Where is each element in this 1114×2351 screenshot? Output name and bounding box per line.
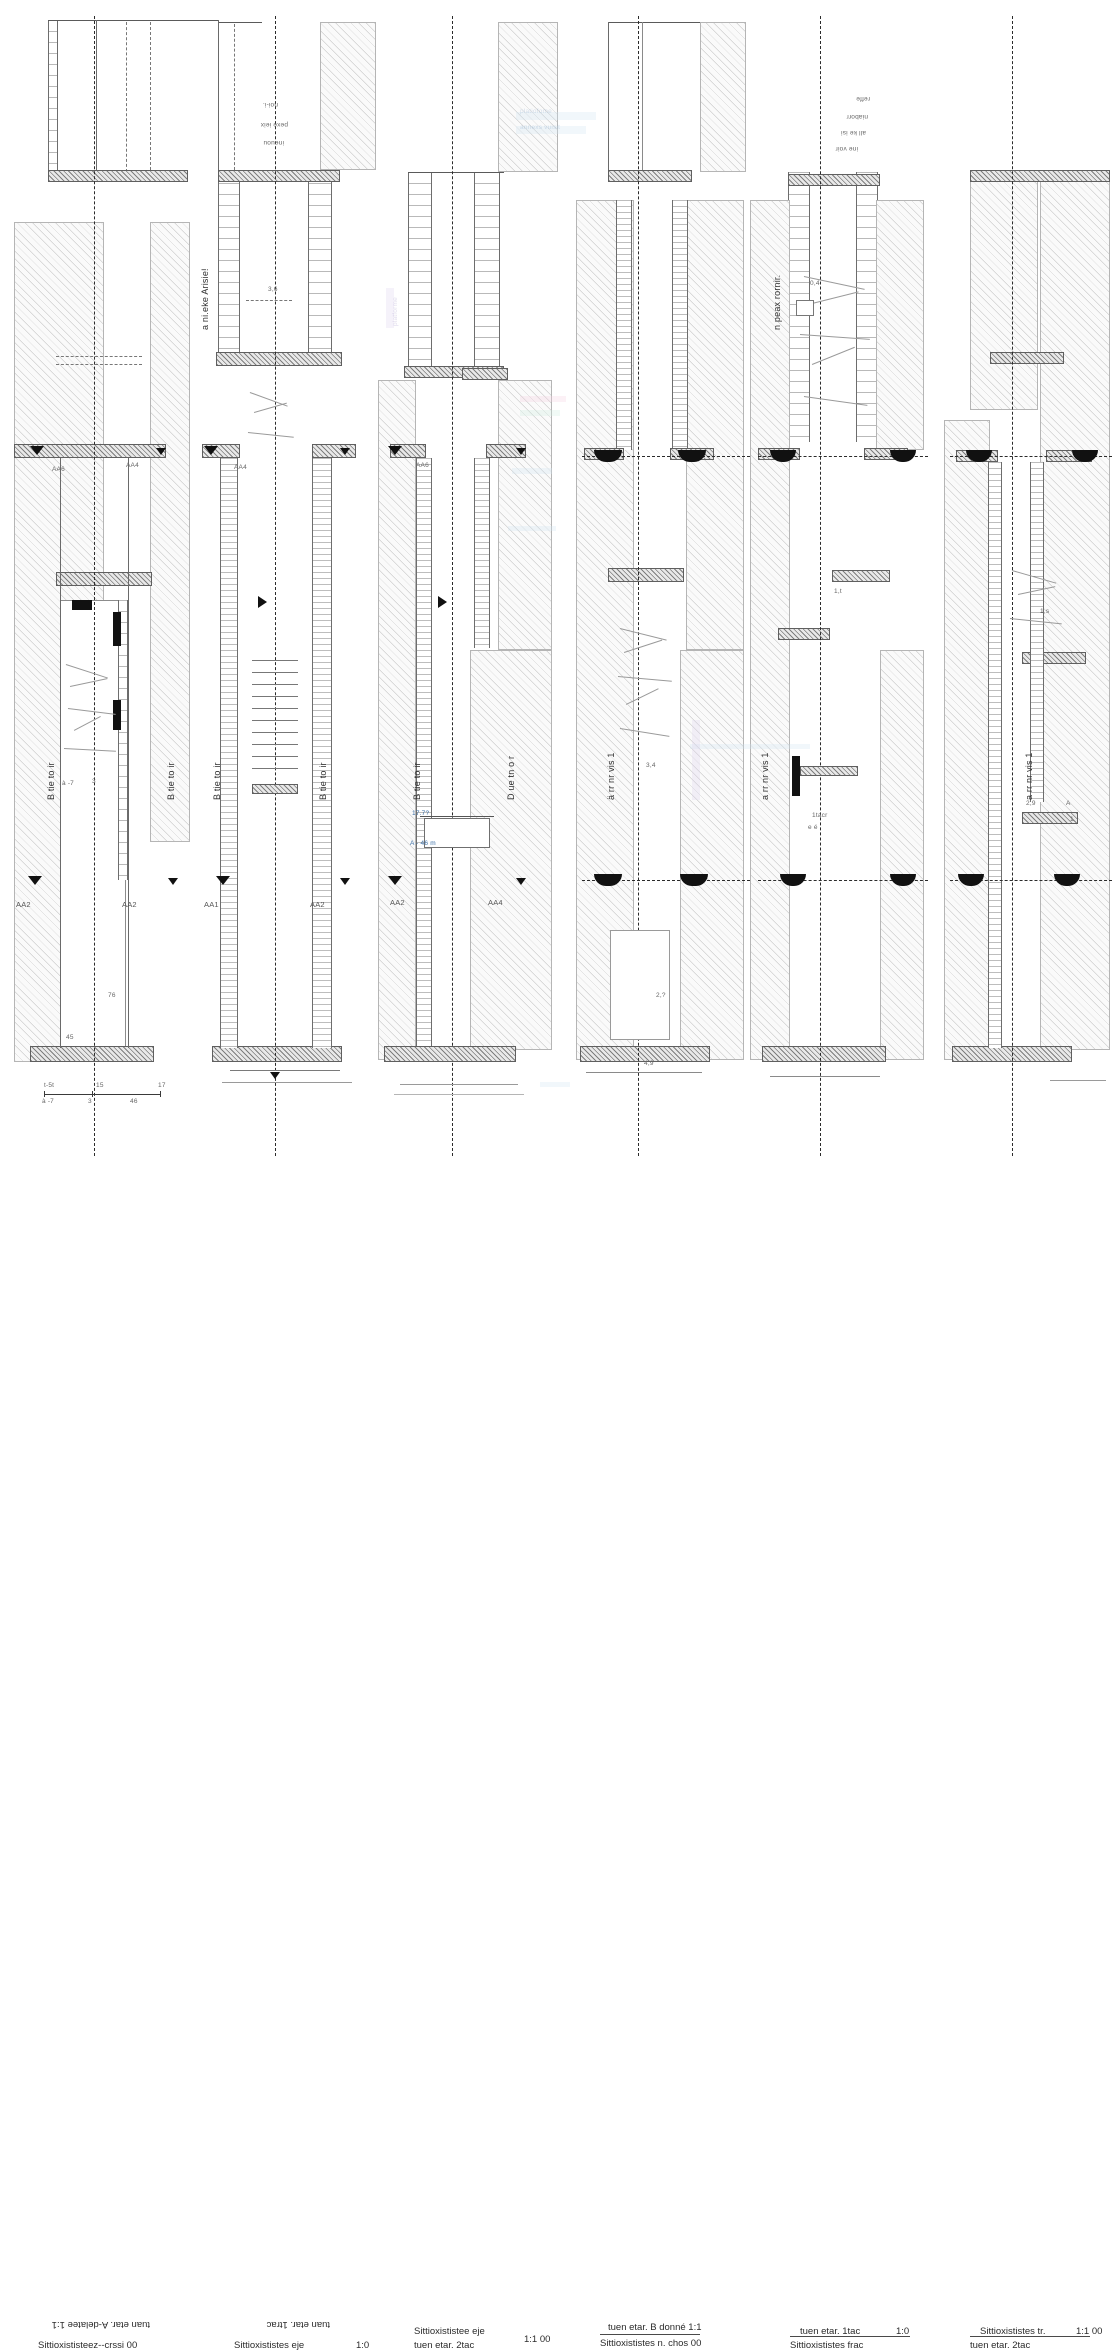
wall-line: [608, 22, 609, 172]
dimension-text: 76: [108, 992, 116, 999]
dimension-text: 45: [66, 1034, 74, 1041]
wall-line: [408, 172, 504, 173]
level-marker: [340, 448, 350, 455]
ghost-overlay: [520, 396, 566, 402]
floor-slab: [778, 628, 830, 640]
annotation: 0,4: [810, 280, 820, 287]
section-scale-2: 1:0: [356, 2340, 370, 2351]
stair-run: [252, 660, 300, 780]
earth-hatch: [378, 380, 416, 1060]
wall-coursing: [312, 458, 332, 1048]
wall-line: [60, 458, 61, 1048]
floor-slab: [990, 352, 1064, 364]
annotation: 17.7?: [412, 810, 430, 817]
wall-line: [608, 22, 704, 23]
section-mark: AA4: [488, 898, 503, 907]
footer-rule: [790, 2336, 910, 2337]
section-subtitle-3: tuen etar. 2tac: [414, 2340, 475, 2351]
wall-coursing: [308, 172, 332, 362]
earth-hatch: [498, 380, 552, 650]
section-title-2: tuan etar. 1trac: [266, 2319, 330, 2330]
note-label: a ni.eke Arisie!: [200, 268, 210, 330]
note-label: all ke isi: [840, 129, 866, 136]
floor-slab: [30, 1046, 154, 1062]
annotation: A - 46 m: [410, 840, 436, 847]
earth-hatch: [970, 170, 1038, 410]
section-subtitle-6: tuen etar. 2tac: [970, 2340, 1031, 2351]
annotation: 1,s: [1040, 608, 1050, 615]
dimension-text: t-5t: [44, 1082, 55, 1089]
level-marker: [156, 448, 166, 455]
centerline-axis: [820, 16, 821, 1156]
section-mark: AA4: [234, 464, 247, 471]
earth-hatch: [880, 650, 924, 1060]
room-label: ä rr nr vis 1: [606, 752, 616, 800]
note-label: niaborr: [846, 113, 868, 120]
section-panel-4: [560, 0, 740, 1200]
floor-slab: [218, 170, 340, 182]
earth-hatch: [498, 22, 561, 172]
section-subtitle-1: Sittioxististeez--crssi 00: [38, 2340, 138, 2351]
dashed-line: [234, 24, 235, 170]
wall-coursing: [220, 458, 238, 1048]
base-line: [770, 1076, 880, 1077]
dashed-line: [246, 300, 292, 301]
annotation: 3,4: [646, 762, 656, 769]
dimension-text: 15: [96, 1082, 104, 1089]
annotation: 4,9: [644, 1060, 654, 1067]
arrow-marker: [258, 596, 267, 608]
section-mark: AA2: [390, 898, 405, 907]
section-mark: AA4: [126, 462, 139, 469]
centerline-axis: [94, 16, 95, 1156]
earth-hatch: [680, 650, 744, 1060]
wall-coursing: [988, 462, 1002, 1048]
floor-slab: [608, 170, 692, 182]
section-title-5: tuen etar. 1tac: [800, 2326, 861, 2337]
ghost-overlay: [520, 410, 560, 416]
ghost-overlay: [692, 720, 700, 800]
floor-slab: [48, 170, 188, 182]
floor-slab: [762, 1046, 886, 1062]
dashed-line: [56, 356, 142, 357]
dimension-tick: [160, 1091, 161, 1097]
room-label: B tie to ir: [212, 762, 222, 800]
floor-slab: [608, 568, 684, 582]
base-line: [222, 1082, 352, 1083]
room-label: D ue tn o r: [506, 755, 516, 800]
level-marker: [890, 450, 916, 462]
dimension-text: à -7: [62, 780, 75, 787]
level-marker: [28, 876, 42, 885]
section-panel-6: [930, 0, 1114, 1200]
sheet-footer: [0, 1154, 1114, 2351]
floor-slab: [788, 174, 880, 186]
dimension-tick: [44, 1091, 45, 1097]
level-marker: [388, 876, 402, 885]
section-mark: AA2: [16, 900, 31, 909]
level-marker: [168, 878, 178, 885]
sketch-detail: [1008, 560, 1078, 640]
section-scale-5: 1:0: [896, 2326, 910, 2337]
section-panel-3: [370, 0, 560, 1200]
earth-hatch: [150, 222, 190, 842]
floor-slab: [216, 352, 342, 366]
wall-line: [218, 22, 219, 172]
annotation: 1: [1070, 816, 1074, 823]
note-label: ine voir: [835, 145, 858, 152]
section-subtitle-2: Sittioxististes eje: [234, 2340, 305, 2351]
stair-landing: [252, 784, 298, 794]
dimension-text: 17: [158, 1082, 166, 1089]
dimension-line: [44, 1094, 160, 1095]
dashed-line: [56, 364, 142, 365]
step: [800, 766, 858, 776]
ghost-overlay: [540, 1082, 570, 1087]
annotation: A: [1066, 800, 1071, 807]
level-marker: [204, 446, 218, 455]
ghost-text: platforme: [392, 297, 399, 326]
centerline-axis: [452, 16, 453, 1156]
ghost-overlay: [690, 744, 810, 749]
dimension-text: à -7: [42, 1098, 55, 1105]
ghost-text: annexs vuisit: [520, 124, 561, 131]
note-label: pexe ieix: [260, 121, 288, 128]
base-line: [1050, 1080, 1106, 1081]
sketch-detail: [618, 618, 680, 758]
detail-box: [796, 300, 814, 316]
floor-slab: [384, 1046, 516, 1062]
lintel: [420, 816, 494, 817]
sketch-detail: [64, 650, 124, 770]
room-label: B tie to ir: [412, 762, 422, 800]
section-panel-2: [190, 0, 370, 1200]
floor-slab: [970, 170, 1110, 182]
wall-coursing: [616, 200, 632, 450]
room-label: a rr nr vis 1: [1024, 752, 1034, 800]
sketch-detail: [246, 384, 306, 454]
footer-rule: [970, 2336, 1090, 2337]
section-title-6: Sittioxististes tr.: [980, 2326, 1046, 2337]
level-marker: [388, 446, 402, 455]
dimension-text: 3: [92, 778, 96, 785]
level-marker: [516, 448, 526, 455]
section-panel-1: [0, 0, 190, 1200]
note-label: e é: [808, 824, 818, 831]
room-void: [610, 930, 670, 1040]
annotation: 3,6: [268, 286, 278, 293]
earth-hatch: [944, 420, 990, 1060]
section-subtitle-5: Sittioxististes frac: [790, 2340, 864, 2351]
wall-coursing: [474, 458, 490, 648]
note-label: n peax rornir.: [772, 274, 782, 330]
ghost-text: platiofome: [520, 108, 552, 115]
wall-line: [96, 20, 97, 170]
earth-hatch: [470, 650, 552, 1050]
base-line: [400, 1084, 518, 1085]
section-scale-6: 1:1 00: [1076, 2326, 1103, 2337]
level-marker: [30, 446, 44, 455]
level-marker: [216, 876, 230, 885]
wall-coursing: [48, 20, 58, 170]
footer-rule: [600, 2334, 700, 2335]
earth-hatch: [686, 200, 744, 650]
wall-coursing: [672, 200, 688, 450]
wall-coursing: [408, 172, 432, 368]
base-line: [586, 1072, 702, 1073]
base-line: [230, 1070, 340, 1071]
dimension-text: 46: [130, 1098, 138, 1105]
centerline-axis: [275, 16, 276, 1156]
dashed-line: [126, 22, 127, 172]
lintel-nib: [72, 600, 92, 610]
sketch-detail: [798, 260, 888, 440]
section-mark: AA2: [122, 900, 137, 909]
level-marker: [340, 878, 350, 885]
section-title-4: tuen etar. B donné 1:1: [608, 2322, 702, 2333]
section-mark: AA6: [416, 462, 429, 469]
section-subtitle-4: Sittioxististes n. chos 00: [600, 2338, 702, 2349]
annotation: 2,?: [656, 992, 666, 999]
floor-slab: [462, 368, 508, 380]
level-marker: [270, 1072, 280, 1079]
note-label: reffe: [856, 95, 870, 102]
wall-coursing: [474, 172, 500, 368]
note-label: noi-i.: [262, 101, 278, 108]
wall-line: [642, 22, 643, 172]
note-label: 1tacr: [812, 812, 828, 819]
section-title-1: tuan etar. A-delatee 1:1: [51, 2319, 150, 2330]
section-mark: AA1: [204, 900, 219, 909]
ghost-overlay: [508, 526, 556, 531]
wall-line: [218, 22, 262, 23]
dimension-text: 3: [88, 1098, 92, 1105]
jamb-nib: [792, 756, 800, 796]
wall-coursing: [416, 458, 432, 1048]
earth-hatch: [320, 22, 376, 170]
base-line: [394, 1094, 524, 1095]
room-label: a rr nr vis 1: [760, 752, 770, 800]
floor-slab: [212, 1046, 342, 1062]
ghost-overlay: [512, 468, 552, 474]
section-scale-3: 1:1 00: [524, 2334, 551, 2345]
note-label: ineuou: [263, 139, 284, 146]
annotation: 2,9: [1026, 800, 1036, 807]
jamb-nib: [113, 612, 121, 646]
room-label: B tie to ir: [318, 762, 328, 800]
arrow-marker: [438, 596, 447, 608]
section-mark: AA6: [52, 466, 65, 473]
wall-coursing: [218, 172, 240, 362]
dashed-line: [150, 22, 151, 170]
room-label: B tie to ir: [166, 762, 176, 800]
wall-line: [128, 458, 129, 1048]
floor-slab: [832, 570, 890, 582]
room-label: B tie to ir: [46, 762, 56, 800]
annotation: 1,t: [834, 588, 842, 595]
level-marker: [516, 878, 526, 885]
dimension-tick: [92, 1091, 93, 1097]
section-panel-5: [740, 0, 930, 1200]
section-title-3: Sittioxististee eje: [414, 2326, 485, 2337]
section-mark: AA2: [310, 900, 325, 909]
floor-slab: [56, 572, 152, 586]
